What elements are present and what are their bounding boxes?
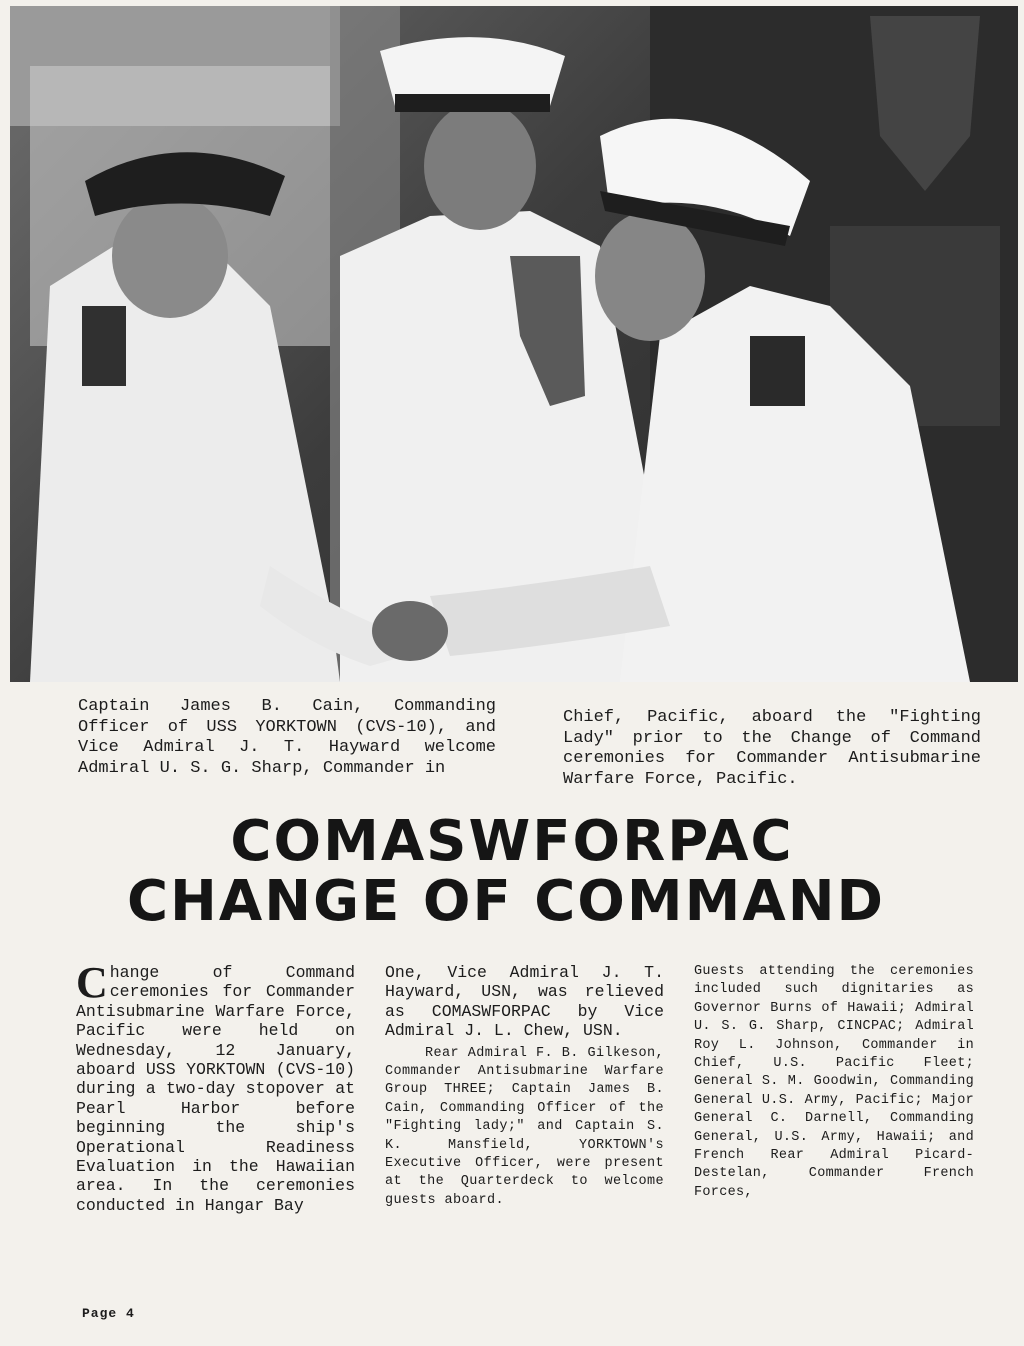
article-paragraph	[76, 958, 355, 1215]
article-paragraph: Guests attending the ceremonies included such dignitaries as Governor Burns of Hawaii; Admiral U. S. G. Sharp, CINCPAC; Admiral Roy L. Johnson, Commander in Chief, U.S. Pacific Fleet; General S. M. Goodwin, Commanding General U.S. Army, Pacific; Major General C. Darnell, Commanding General, U.S. Army, Hawaii; and French Rear Admiral Picard-Destelan, Commander French Forces,	[694, 964, 974, 1200]
photograph-officers-handshake-icon	[10, 6, 1018, 682]
article-column-3	[694, 963, 974, 1202]
caption-text-left: Captain James B. Cain, Commanding Officer of USS YORKTOWN (CVS-10), and Vice Admiral J. T. Hayward welcome Admiral U. S. G. Sharp, Commander in	[78, 697, 496, 778]
headline-line-1: COMASWFORPAC	[230, 809, 794, 874]
headline	[0, 809, 1024, 934]
article-text: hange of Command ceremonies for Commander Antisubmarine Warfare Force, Pacific were held on Wednesday, 12 January, aboard USS YORKTOWN (CVS-10) during a two-day stopover at Pearl Harbor before beginning the ship's Operational Readiness Evaluation in the Hawaiian area. In the ceremonies conducted in Hangar Bay	[76, 963, 355, 1215]
page-number: Page 4	[82, 1306, 135, 1321]
article-paragraph: Rear Admiral F. B. Gilkeson, Commander Antisubmarine Warfare Group THREE; Captain James B. Cain, Commanding Officer of the "Fighting lady;" and Captain S. K. Mansfield, YORKTOWN's Executive Officer, were present at the Quarterdeck to welcome guests aboard.	[385, 1045, 664, 1208]
photo-caption-left	[78, 697, 496, 779]
headline-line-2: CHANGE OF COMMAND	[126, 869, 886, 934]
photograph	[10, 6, 1018, 682]
caption-text-right: Chief, Pacific, aboard the "Fighting Lady" prior to the Change of Command ceremonies for Commander Antisubmarine Warfare Force, Pacific.	[563, 708, 981, 789]
article-column-2	[385, 963, 664, 1210]
photo-caption-right	[563, 708, 981, 790]
article-column-1	[76, 958, 355, 1215]
drop-cap: C	[76, 958, 108, 1007]
article-paragraph: One, Vice Admiral J. T. Hayward, USN, was relieved as COMASWFORPAC by Vice Admiral J. L. Chew, USN.	[385, 963, 664, 1041]
